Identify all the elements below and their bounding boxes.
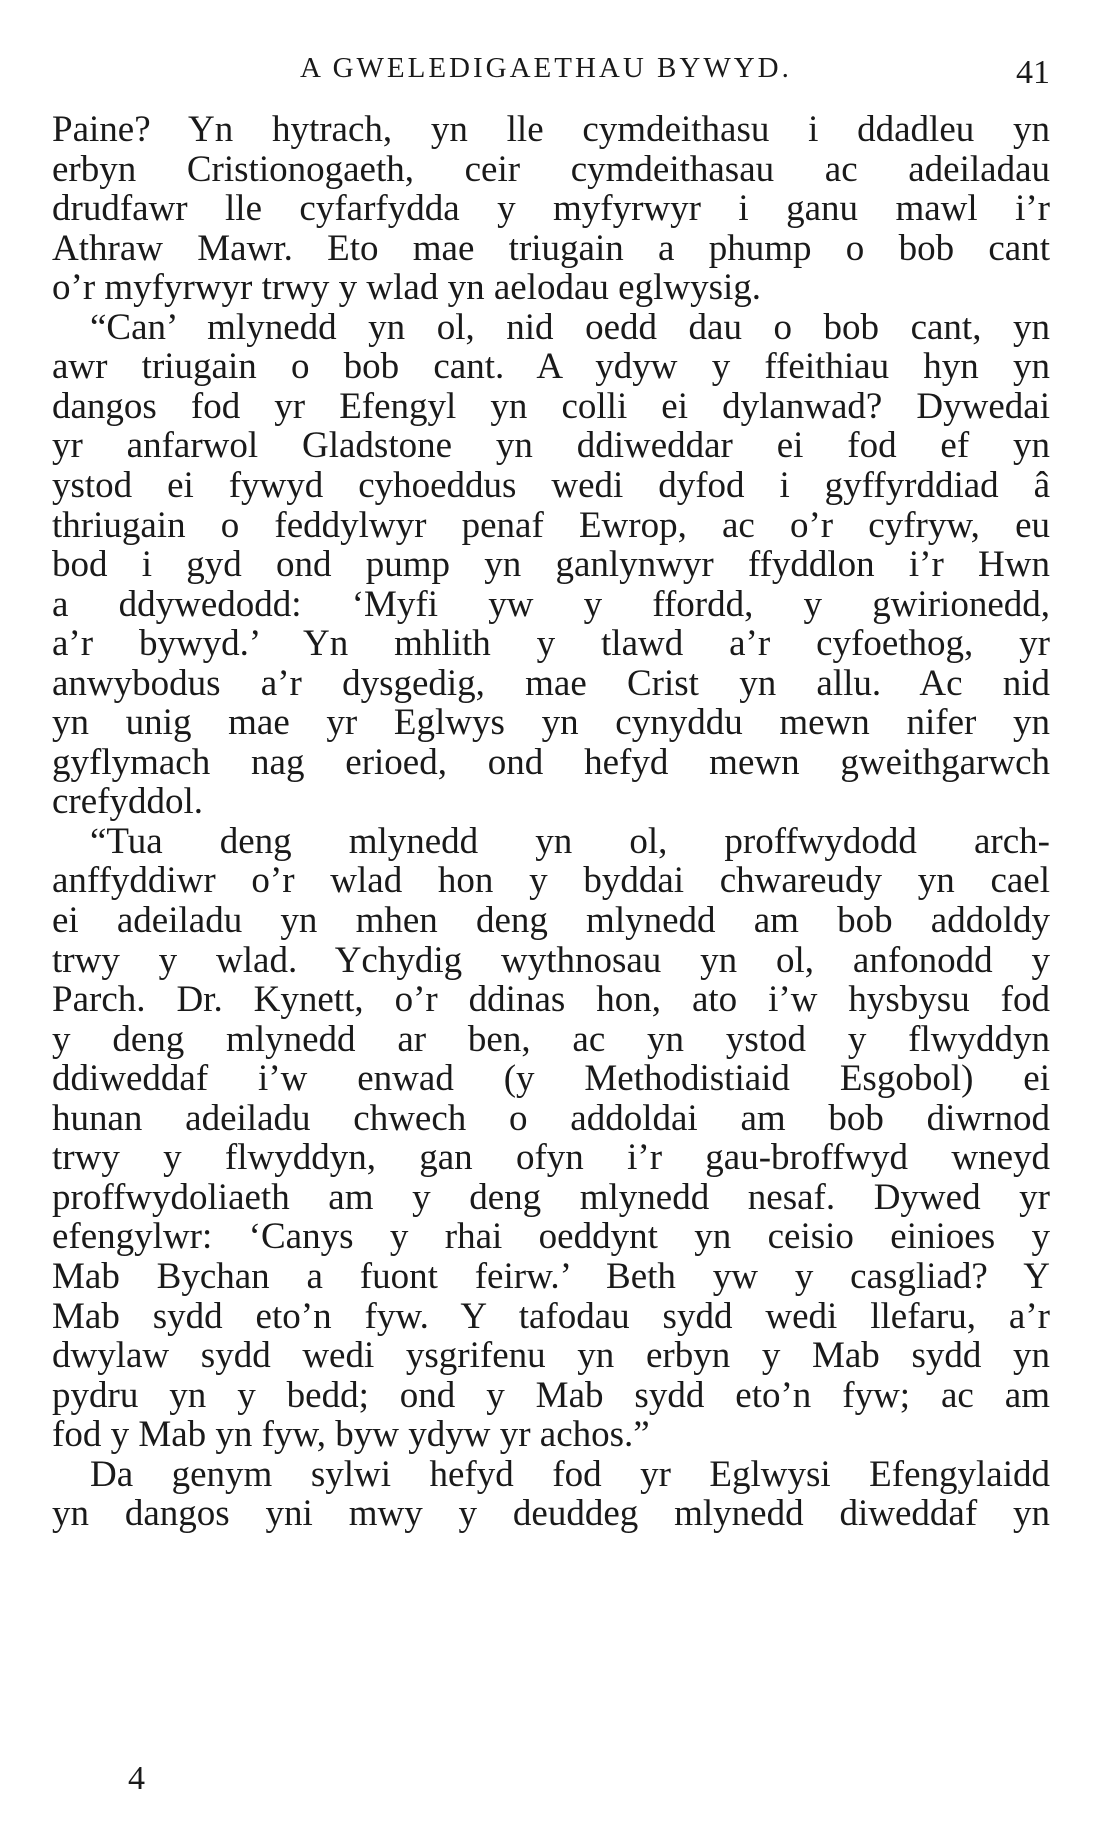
running-head: A GWELEDIGAETHAU BYWYD. bbox=[300, 52, 792, 84]
text-line: fod y Mab yn fyw, byw ydyw yr achos.” bbox=[52, 1414, 650, 1456]
text-line: Mab sydd eto’n fyw. Y tafodau sydd wedi llefaru, a’r bbox=[52, 1295, 1050, 1337]
text-line: yn unig mae yr Eglwys yn cynyddu mewn nifer yn bbox=[52, 702, 1050, 744]
text-line: dangos fod yr Efengyl yn colli ei dylanwad? Dywedai bbox=[52, 385, 1050, 427]
text-line: Parch. Dr. Kynett, o’r ddinas hon, ato i’w hysbysu fod bbox=[52, 979, 1050, 1021]
text-line: yn dangos yni mwy y deuddeg mlynedd diweddaf yn bbox=[52, 1493, 1050, 1535]
text-line: “Tua deng mlynedd yn ol, proffwydodd arch- bbox=[90, 820, 1050, 862]
text-line: ystod ei fywyd cyhoeddus wedi dyfod i gyffyrddiad â bbox=[52, 464, 1050, 506]
text-line: Da genym sylwi hefyd fod yr Eglwysi Efengylaidd bbox=[90, 1453, 1050, 1495]
text-line: thriugain o feddylwyr penaf Ewrop, ac o’r cyfryw, eu bbox=[52, 504, 1050, 546]
text-line: anwybodus a’r dysgedig, mae Crist yn allu. Ac nid bbox=[52, 662, 1050, 704]
text-line: ddiweddaf i’w enwad (y Methodistiaid Esgobol) ei bbox=[52, 1058, 1050, 1100]
text-line: awr triugain o bob cant. A ydyw y ffeithiau hyn yn bbox=[52, 346, 1050, 388]
text-line: y deng mlynedd ar ben, ac yn ystod y flwyddyn bbox=[52, 1018, 1050, 1060]
text-line: a ddywedodd: ‘Myfi yw y ffordd, y gwirionedd, bbox=[52, 583, 1050, 625]
text-line: a’r bywyd.’ Yn mhlith y tlawd a’r cyfoethog, yr bbox=[52, 623, 1050, 665]
text-line: trwy y wlad. Ychydig wythnosau yn ol, anfonodd y bbox=[52, 939, 1050, 981]
text-line: drudfawr lle cyfarfydda y myfyrwyr i ganu mawl i’r bbox=[52, 188, 1050, 230]
text-line: gyflymach nag erioed, ond hefyd mewn gweithgarwch bbox=[52, 741, 1050, 783]
text-line: o’r myfyrwyr trwy y wlad yn aelodau eglwysig. bbox=[52, 267, 761, 309]
text-line: bod i gyd ond pump yn ganlynwyr ffyddlon i’r Hwn bbox=[52, 544, 1050, 586]
signature-mark: 4 bbox=[128, 1760, 145, 1797]
text-line: “Can’ mlynedd yn ol, nid oedd dau o bob cant, yn bbox=[90, 306, 1050, 348]
text-line: Athraw Mawr. Eto mae triugain a phump o bob cant bbox=[52, 227, 1050, 269]
text-line: Mab Bychan a fuont feirw.’ Beth yw y casgliad? Y bbox=[52, 1255, 1050, 1297]
text-line: hunan adeiladu chwech o addoldai am bob diwrnod bbox=[52, 1097, 1050, 1139]
text-line: ei adeiladu yn mhen deng mlynedd am bob addoldy bbox=[52, 900, 1050, 941]
text-line: yr anfarwol Gladstone yn ddiweddar ei fod ef yn bbox=[52, 425, 1050, 467]
text-line: trwy y flwyddyn, gan ofyn i’r gau-broffwyd wneyd bbox=[52, 1137, 1050, 1179]
text-line: anffyddiwr o’r wlad hon y byddai chwareudy yn cael bbox=[52, 860, 1050, 902]
text-line: pydru yn y bedd; ond y Mab sydd eto’n fyw; ac am bbox=[52, 1374, 1050, 1416]
text-line: crefyddol. bbox=[52, 781, 204, 823]
text-line: erbyn Cristionogaeth, ceir cymdeithasau ac adeiladau bbox=[52, 148, 1050, 190]
text-line: proffwydoliaeth am y deng mlynedd nesaf. Dywed yr bbox=[52, 1176, 1050, 1218]
text-line: Paine? Yn hytrach, yn lle cymdeithasu i ddadleu yn bbox=[52, 109, 1050, 150]
text-line: dwylaw sydd wedi ysgrifenu yn erbyn y Mab sydd yn bbox=[52, 1335, 1050, 1377]
page-number: 41 bbox=[1016, 54, 1050, 91]
text-line: efengylwr: ‘Canys y rhai oeddynt yn ceisio einioes y bbox=[52, 1216, 1050, 1258]
